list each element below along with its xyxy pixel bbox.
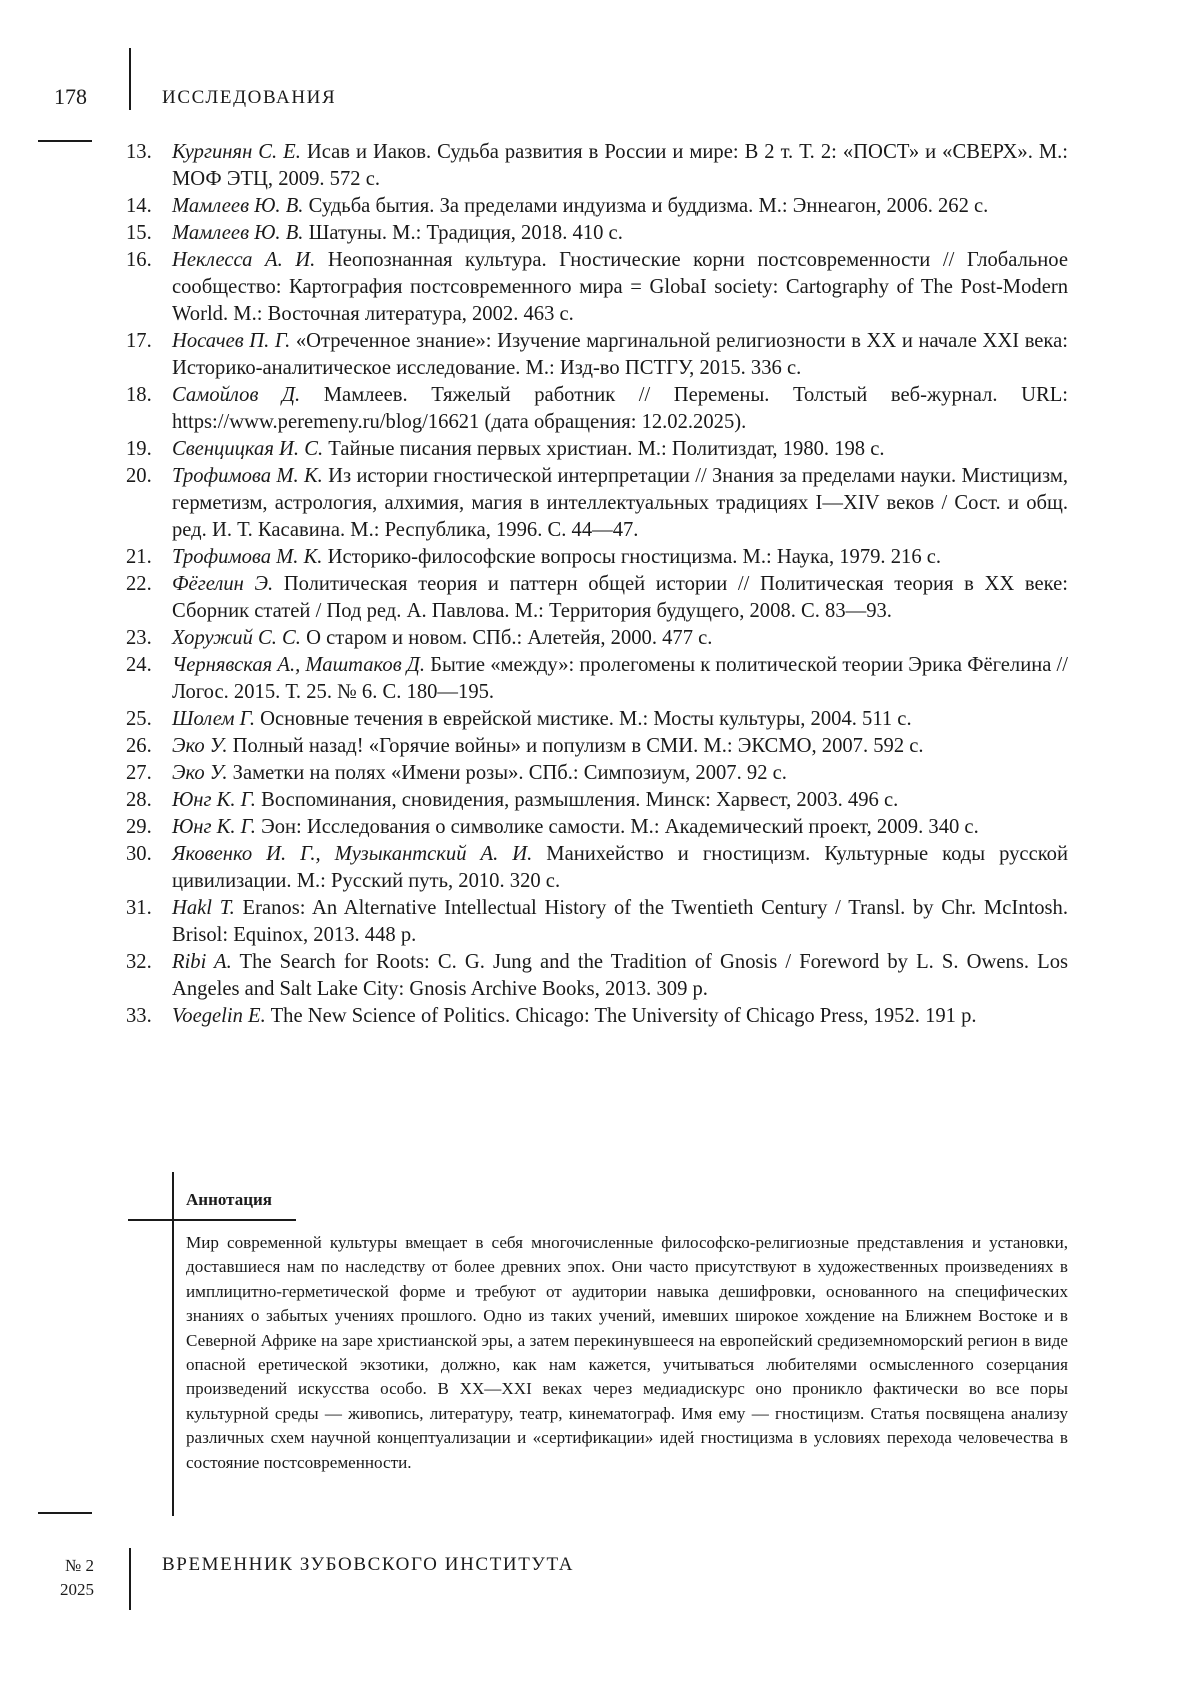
reference-item — [126, 220, 1068, 247]
footer-rule — [38, 1512, 92, 1514]
issue-year: 2025 — [60, 1580, 94, 1599]
reference-number: 21. — [126, 546, 152, 568]
reference-item — [126, 328, 1068, 382]
reference-number: 13. — [126, 141, 152, 163]
reference-item — [126, 841, 1068, 895]
reference-item — [126, 544, 1068, 571]
reference-item — [126, 571, 1068, 625]
reference-item — [126, 436, 1068, 463]
page-number: 178 — [54, 84, 87, 109]
reference-text: Заметки на полях «Имени розы». СПб.: Симпозиум, 2007. 92 с. — [227, 762, 787, 784]
reference-text: Бытие «между»: пролегомены к политической теории Эрика Фёгелина // Логос. 2015. Т. 25. № 6. С. 180—195. — [172, 654, 1068, 703]
reference-number: 18. — [126, 384, 152, 406]
reference-list — [126, 139, 1068, 1030]
abstract-title: Аннотация — [186, 1190, 272, 1209]
reference-item — [126, 382, 1068, 436]
reference-item — [126, 193, 1068, 220]
reference-author: Яковенко И. Г., Музыкантский А. И. — [172, 843, 533, 865]
reference-item — [126, 652, 1068, 706]
reference-number: 26. — [126, 735, 152, 757]
reference-number: 17. — [126, 330, 152, 352]
reference-author: Hakl T. — [172, 897, 235, 919]
reference-number: 20. — [126, 465, 152, 487]
reference-author: Шолем Г. — [172, 708, 255, 730]
reference-author: Самойлов Д. — [172, 384, 301, 406]
reference-number: 19. — [126, 438, 152, 460]
reference-number: 25. — [126, 708, 152, 730]
footer-divider — [129, 1548, 131, 1610]
section-title: ИССЛЕДОВАНИЯ — [162, 87, 337, 108]
reference-number: 23. — [126, 627, 152, 649]
reference-number: 28. — [126, 789, 152, 811]
abstract-text: Мир современной культуры вмещает в себя многочисленные философско-религиозные представления и установки, доставшиеся нам по наследству от более древних эпох. Они часто присутствуют в художественных произведениях в имплицитно-герметической форме и требуют от аудитории навыка дешифровки, основанного на специфических знаниях о забытых учениях прошлого. Одно из таких учений, имевших широкое хождение на Ближнем Востоке и в Северной Африке на заре христианской эры, а затем перекинувшееся на европейский средиземноморский регион в виде опасной еретической экзотики, должно, как нам кажется, учитываться любителями осмысленного созерцания произведений искусства особо. В XX—XXI веках через медиадискурс оно проникло фактически во все поры культурной среды — живопись, литературу, театр, кинематограф. Имя ему — гностицизм. Статья посвящена анализу различных схем научной концептуализации и «сертификации» идей гностицизма в условиях перехода человечества в состояние постсовременности. — [186, 1233, 1068, 1472]
reference-number: 32. — [126, 951, 152, 973]
header-divider — [129, 48, 131, 110]
reference-number: 14. — [126, 195, 152, 217]
reference-number: 33. — [126, 1005, 152, 1027]
reference-author: Эко У. — [172, 735, 228, 757]
reference-author: Ribi A. — [172, 951, 232, 973]
reference-author: Хоружий С. С. — [172, 627, 301, 649]
reference-number: 31. — [126, 897, 152, 919]
reference-number: 24. — [126, 654, 152, 676]
issue-number: № 2 — [65, 1556, 94, 1575]
reference-text: Полный назад! «Горячие войны» и популизм в СМИ. М.: ЭКСМО, 2007. 592 с. — [227, 735, 924, 757]
reference-number: 30. — [126, 843, 152, 865]
reference-item — [126, 139, 1068, 193]
reference-item — [126, 814, 1068, 841]
reference-author: Чернявская А., Маштаков Д. — [172, 654, 426, 676]
reference-text: Манихейство и гностицизм. Культурные коды русской цивилизации. М.: Русский путь, 2010. 320 с. — [172, 843, 1068, 892]
reference-text: The Search for Roots: C. G. Jung and the Tradition of Gnosis / Foreword by L. S. Owens. Los Angeles and Salt Lake City: Gnosis Archive Books, 2013. 309 p. — [172, 951, 1069, 1000]
reference-author: Фёгелин Э. — [172, 573, 274, 595]
reference-text: О старом и новом. СПб.: Алетейя, 2000. 477 с. — [300, 627, 713, 649]
reference-item — [126, 895, 1068, 949]
reference-number: 16. — [126, 249, 152, 271]
reference-item — [126, 706, 1068, 733]
reference-author: Неклесса А. И. — [172, 249, 316, 271]
reference-item — [126, 463, 1068, 544]
reference-text: Мамлеев. Тяжелый работник // Перемены. Толстый веб-журнал. URL: https://www.peremeny.ru/blog/16621 (дата обращения: 12.02.2025). — [172, 384, 1068, 433]
reference-text: Историко-философские вопросы гностицизма. М.: Наука, 1979. 216 с. — [322, 546, 942, 568]
reference-item — [126, 733, 1068, 760]
reference-text: Судьба бытия. За пределами индуизма и буддизма. М.: Эннеагон, 2006. 262 с. — [303, 195, 989, 217]
reference-author: Юнг К. Г. — [172, 789, 256, 811]
reference-author: Мамлеев Ю. В. — [172, 222, 304, 244]
reference-item — [126, 787, 1068, 814]
reference-author: Трофимова М. К. — [172, 546, 323, 568]
reference-item — [126, 760, 1068, 787]
reference-author: Свенцицкая И. С. — [172, 438, 324, 460]
reference-author: Эко У. — [172, 762, 228, 784]
reference-text: Тайные писания первых христиан. М.: Политиздат, 1980. 198 с. — [323, 438, 885, 460]
reference-number: 29. — [126, 816, 152, 838]
reference-number: 22. — [126, 573, 152, 595]
reference-text: Политическая теория и паттерн общей истории // Политическая теория в XX веке: Сборник статей / Под ред. А. Павлова. М.: Территория будущего, 2008. С. 83—93. — [172, 573, 1068, 622]
issue-info — [46, 1554, 94, 1602]
reference-text: Воспоминания, сновидения, размышления. Минск: Харвест, 2003. 496 с. — [255, 789, 899, 811]
reference-number: 27. — [126, 762, 152, 784]
abstract-rule — [128, 1219, 296, 1221]
reference-author: Трофимова М. К. — [172, 465, 323, 487]
reference-number: 15. — [126, 222, 152, 244]
reference-author: Юнг К. Г. — [172, 816, 256, 838]
reference-item — [126, 625, 1068, 652]
reference-author: Носачев П. Г. — [172, 330, 291, 352]
abstract-divider — [172, 1172, 174, 1516]
reference-item — [126, 247, 1068, 328]
journal-title: ВРЕМЕННИК ЗУБОВСКОГО ИНСТИТУТА — [162, 1554, 575, 1575]
reference-author: Voegelin E. — [172, 1005, 266, 1027]
reference-text: Eranos: An Alternative Intellectual History of the Twentieth Century / Transl. by Chr. McIntosh. Brisol: Equinox, 2013. 448 p. — [172, 897, 1068, 946]
reference-item — [126, 1003, 1068, 1030]
reference-text: Исав и Иаков. Судьба развития в России и мире: В 2 т. Т. 2: «ПОСТ» и «СВЕРХ». М.: МОФ ЭТЦ, 2009. 572 с. — [172, 141, 1069, 190]
reference-text: Эон: Исследования о символике самости. М.: Академический проект, 2009. 340 с. — [255, 816, 979, 838]
reference-text: Неопознанная культура. Гностические корни постсовременности // Глобальное сообщество: Картография постсовременного мира = GlobaI society: Cartography of The Post-Modern World. М.: Восточная литература, 2002. 463 с. — [172, 249, 1068, 325]
reference-text: «Отреченное знание»: Изучение маргинальной религиозности в XX и начале XXI века: Историко-аналитическое исследование. М.: Изд-во ПСТГУ, 2015. 336 с. — [172, 330, 1068, 379]
reference-item — [126, 949, 1068, 1003]
reference-author: Мамлеев Ю. В. — [172, 195, 304, 217]
reference-text: The New Science of Politics. Chicago: The University of Chicago Press, 1952. 191 p. — [265, 1005, 977, 1027]
header-rule — [38, 140, 92, 142]
reference-text: Основные течения в еврейской мистике. М.: Мосты культуры, 2004. 511 с. — [255, 708, 912, 730]
reference-text: Из истории гностической интерпретации // Знания за пределами науки. Мистицизм, герметизм, астрология, алхимия, магия в интеллектуальных традициях I—XIV веков / Сост. и общ. ред. И. Т. Касавина. М.: Республика, 1996. С. 44—47. — [172, 465, 1068, 541]
reference-author: Кургинян С. Е. — [172, 141, 301, 163]
reference-text: Шатуны. М.: Традиция, 2018. 410 с. — [303, 222, 623, 244]
